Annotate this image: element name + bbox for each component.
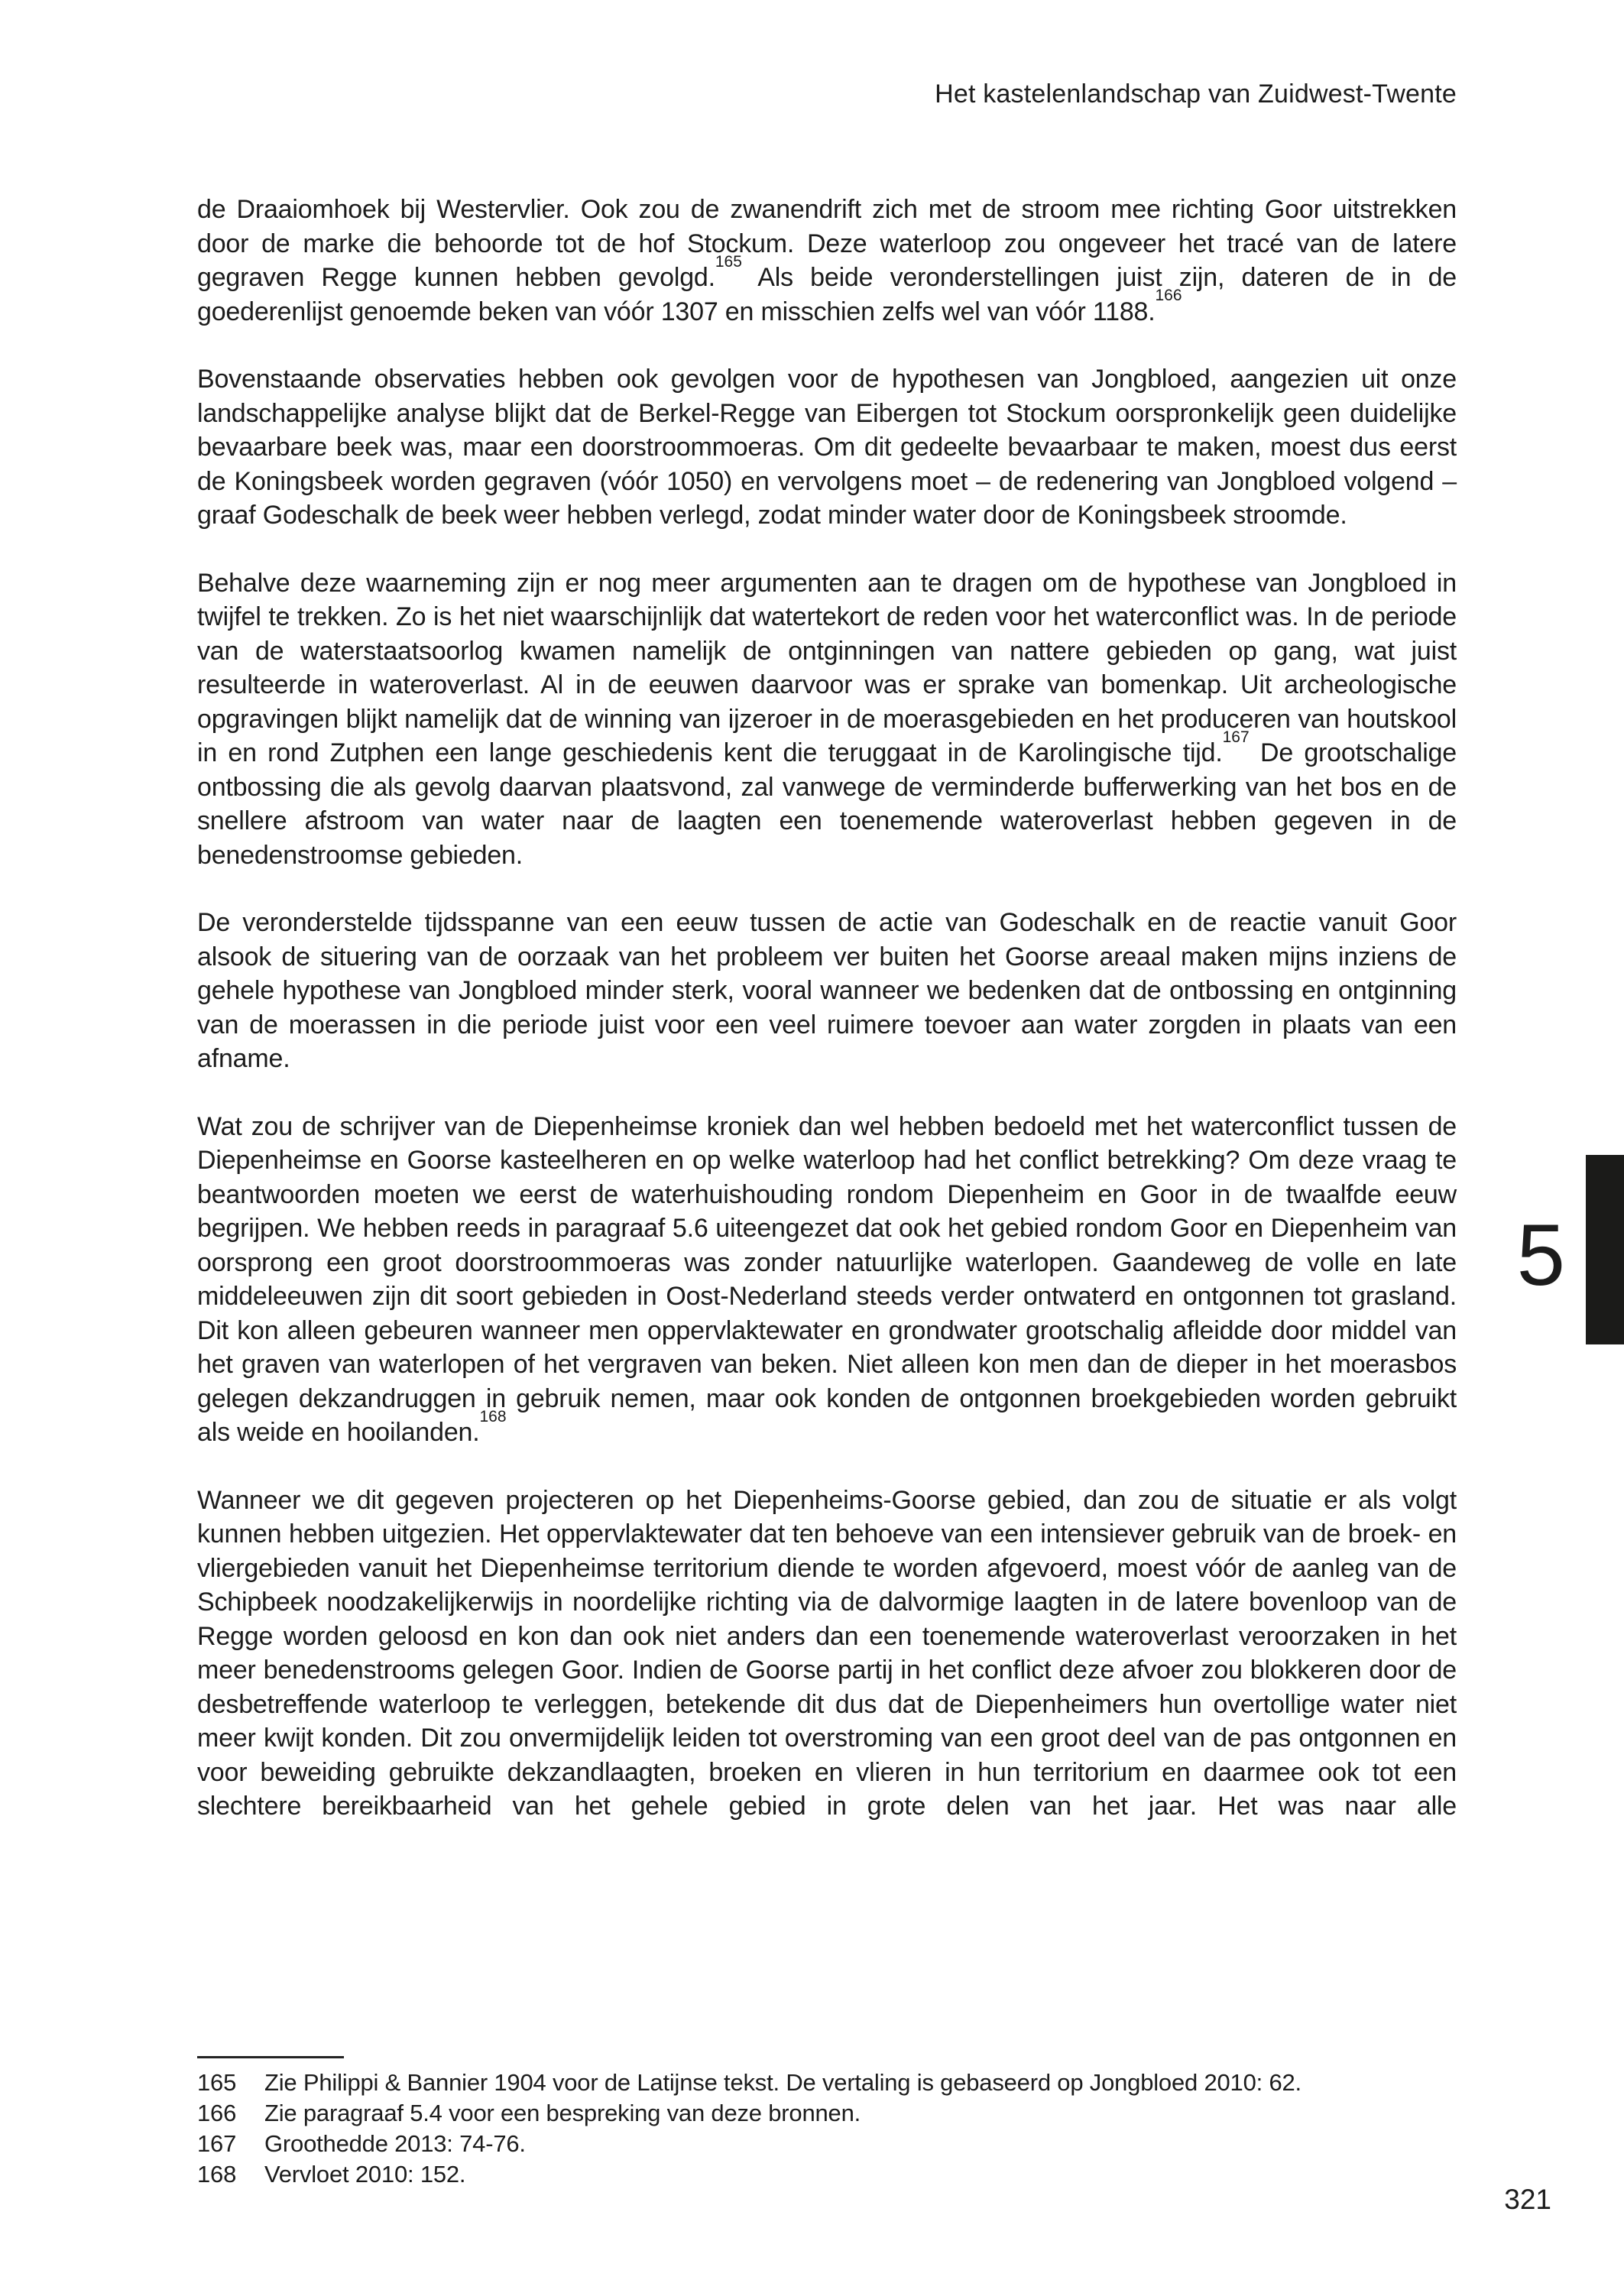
footnote-reference-165: 165 [715, 252, 742, 271]
footnote-item-166 [197, 2098, 1457, 2129]
footnote-number: 166 [197, 2100, 237, 2126]
footnote-reference-166: 166 [1155, 287, 1182, 305]
chapter-tab [1586, 1155, 1624, 1344]
footnote-text: Vervloet 2010: 152. [264, 2161, 466, 2188]
paragraph-2: Bovenstaande observaties hebben ook gevolgen voor de hypothesen van Jongbloed, aangezien uit onze landschappelijke analyse blijkt dat de Berkel-Regge van Eibergen tot Stockum oorspronkelijk geen duidelijke bevaarbare beek was, maar een doorstroommoeras. Om dit gedeelte bevaarbaar te maken, moest dus eerst de Koningsbeek worden gegraven (vóór 1050) en vervolgens moet – de redenering van Jongbloed volgend – graaf Godeschalk de beek weer hebben verlegd, zodat minder water door de Koningsbeek stroomde. [197, 365, 1457, 530]
footnote-list [197, 2068, 1457, 2190]
footnote-number: 165 [197, 2069, 237, 2096]
footnotes-section [197, 2056, 1457, 2190]
footnote-reference-168: 168 [479, 1407, 507, 1425]
footnote-separator [197, 2056, 344, 2058]
paragraph-1: de Draaiomhoek bij Westervlier. Ook zou de zwanendrift zich met de stroom mee richting Goor uitstrekken door de marke die behoorde tot de hof Stockum. Deze waterloop zou ongeveer het tracé van de latere gegraven Regge kunnen hebben gevolgd.$^{165}$ Als beide veronderstellingen juist zijn, dateren de in de goederenlijst genoemde beken van vóór 1307 en misschien zelfs wel van vóór 1188.$^{166}$ [197, 195, 1457, 326]
paragraph-3: Behalve deze waarneming zijn er nog meer argumenten aan te dragen om de hypothese van Jongbloed in twijfel te trekken. Zo is het niet waarschijnlijk dat watertekort de reden voor het waterconflict was. In de periode van de waterstaatsoorlog kwamen namelijk de ontginningen van nattere gebieden op gang, wat juist resulteerde in wateroverlast. Al in de eeuwen daarvoor was er sprake van bomenkap. Uit archeologische opgravingen blijkt namelijk dat de winning van ijzeroer in de moerasgebieden en het produceren van houtskool in en rond Zutphen een lange geschiedenis kent die teruggaat in de Karolingische tijd.$^{167}$ De grootschalige ontbossing die als gevolg daarvan plaatsvond, zal vanwege de verminderde bufferwerking van het bos en de snellere afstroom van water naar de laagten een toenemende wateroverlast hebben gegeven in de benedenstroomse gebieden. [197, 568, 1457, 870]
footnote-text: Zie Philippi & Bannier 1904 voor de Latijnse tekst. De vertaling is gebaseerd op Jongbloed 2010: 62. [264, 2069, 1301, 2096]
chapter-number: 5 [1516, 1207, 1565, 1304]
page-number: 321 [1504, 2184, 1551, 2215]
footnote-item-165 [197, 2068, 1457, 2098]
body-text [197, 193, 1457, 1857]
footnote-item-167 [197, 2129, 1457, 2159]
running-header: Het kastelenlandschap van Zuidwest-Twente [935, 79, 1457, 109]
footnote-text: Groothedde 2013: 74-76. [264, 2130, 526, 2157]
footnote-number: 167 [197, 2130, 237, 2157]
paragraph-5: Wat zou de schrijver van de Diepenheimse kroniek dan wel hebben bedoeld met het waterconflict tussen de Diepenheimse en Goorse kasteelheren en op welke waterloop had het conflict betrekking? Om deze vraag te beantwoorden moeten we eerst de waterhuishouding rondom Diepenheim en Goor in de twaalfde eeuw begrijpen. We hebben reeds in paragraaf 5.6 uiteengezet dat ook het gebied rondom Goor en Diepenheim van oorsprong een groot doorstroommoeras was zonder natuurlijke waterlopen. Gaandeweg de volle en late middeleeuwen zijn dit soort gebieden in Oost-Nederland steeds verder ontwaterd en ontgonnen tot grasland. Dit kon alleen gebeuren wanneer men oppervlaktewater en grondwater grootschalig afleidde door middel van het graven van waterlopen of het vergraven van beken. Niet alleen kon men dan de dieper in het moerasbos gelegen dekzandruggen in gebruik nemen, maar ook konden de ontgonnen broekgebieden worden gebruikt als weide en hooilanden.$^{168}$ [197, 1111, 1457, 1447]
paragraph-4: De veronderstelde tijdsspanne van een eeuw tussen de actie van Godeschalk en de reactie vanuit Goor alsook de situering van de oorzaak van het probleem ver buiten het Goorse areaal maken mijns inziens de gehele hypothese van Jongbloed minder sterk, vooral wanneer we bedenken dat de ontbossing en ontginning van de moerassen in die periode juist voor een veel ruimere toevoer aan water zorgden in plaats van een afname. [197, 908, 1457, 1073]
footnote-text: Zie paragraaf 5.4 voor een bespreking van deze bronnen. [264, 2100, 861, 2126]
footnote-item-168 [197, 2159, 1457, 2190]
paragraph-6: Wanneer we dit gegeven projecteren op het Diepenheims-Goorse gebied, dan zou de situatie er als volgt kunnen hebben uitgezien. Het oppervlaktewater dat ten behoeve van een intensiever gebruik van de broek- en vliergebieden vanuit het Diepenheimse territorium diende te worden afgevoerd, moest vóór de aanleg van de Schipbeek noodzakelijkerwijs in noordelijke richting via de dalvormige laagten in de latere bovenloop van de Regge worden geloosd en kon dan ook niet anders dan een toenemende wateroverlast veroorzaken in het meer benedenstrooms gelegen Goor. Indien de Goorse partij in het conflict deze afvoer zou blokkeren door de desbetreffende waterloop te verleggen, betekende dit dus dat de Diepenheimers hun overtollige water niet meer kwijt konden. Dit zou onvermijdelijk leiden tot overstroming van een groot deel van de pas ontgonnen en voor beweiding gebruikte dekzandlaagten, broeken en vlieren in hun territorium en daarmee ook tot een slechtere bereikbaarheid van het gehele gebied in grote delen van het jaar. Het was naar alle [197, 1485, 1457, 1821]
footnote-reference-167: 167 [1222, 728, 1250, 746]
footnote-number: 168 [197, 2161, 237, 2188]
